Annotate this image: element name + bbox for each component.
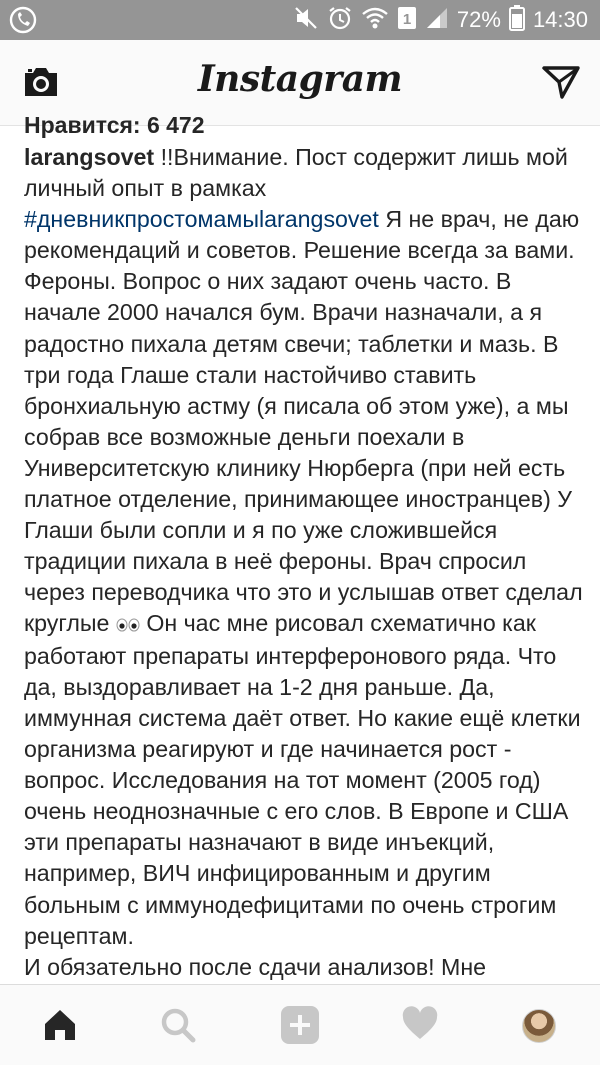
- svg-text:1: 1: [402, 10, 412, 28]
- caption-hashtag[interactable]: #дневникпростомамыlarangsovet: [24, 206, 379, 233]
- battery-percent: 72%: [456, 7, 501, 32]
- caption-paragraph: [24, 266, 584, 951]
- heart-icon[interactable]: [402, 1007, 438, 1046]
- caption-cut-line: [24, 952, 584, 983]
- status-time: 14:30: [532, 7, 588, 32]
- post-content: [0, 112, 600, 984]
- home-icon[interactable]: [42, 1007, 78, 1048]
- wifi-icon: [361, 5, 389, 36]
- status-bar: [0, 0, 600, 40]
- alarm-icon: [327, 5, 353, 36]
- caption-paragraph-continued: Он час мне рисовал схематично как работают препараты интерферонового ряда. Что да, выздоравливает на 1-2 дня раньше. Да, иммунная система даёт ответ. Но какие ещё клетки организма реагируют и где начинается рост - вопрос. Исследования на тот момент (2005 год) очень неоднозначные с его слов. В Европе и США эти препараты назначают в виде инъекций, например, ВИЧ инфицированным и другим больным с иммунодефицитами по очень строгим рецептам.: [24, 610, 581, 949]
- mute-icon: [293, 5, 319, 36]
- caption-disclaimer: Я не врач, не даю рекомендаций и советов. Решение всегда за вами.: [24, 206, 580, 264]
- eyes-emoji-icon: [116, 610, 140, 641]
- caption-intro: [24, 142, 584, 266]
- likes-count[interactable]: Нравится: 6 472: [24, 112, 205, 138]
- profile-avatar[interactable]: [522, 1009, 556, 1043]
- direct-send-icon[interactable]: [542, 65, 580, 104]
- instagram-logo[interactable]: Instagram: [197, 58, 403, 100]
- add-icon[interactable]: [280, 1005, 320, 1050]
- battery-icon: [509, 5, 525, 36]
- viber-icon: [8, 5, 38, 40]
- caption-text: !!Внимание. Пост содержит лишь мой личный опыт в рамках: [24, 144, 568, 202]
- bottom-navigation: [0, 984, 600, 1065]
- caption-cut-text: И обязательно после сдачи анализов! Мне: [24, 953, 487, 980]
- post-caption: [24, 142, 584, 983]
- sim-1-icon: [397, 6, 417, 35]
- signal-icon: [425, 6, 449, 35]
- search-icon[interactable]: [160, 1007, 196, 1048]
- caption-username[interactable]: larangsovet: [24, 144, 155, 170]
- caption-paragraph-text: Фероны. Вопрос о них задают очень часто. В начале 2000 начался бум. Врачи назначали, а я радостно пихала детям свечи; таблетки и мазь. В три года Глаше стали настойчиво ставить бронхиальную астму (я писала об этом уже), а мы собрав все возможные деньги поехали в Университетскую клинику Нюрберга (при ней есть платное отделение, принимающее иностранцев) У Глаши были сопли и я по уже сложившейся традиции пихала в неё фероны. Врач спросил через переводчика что это и услышав ответ сделал круглые: [24, 268, 583, 637]
